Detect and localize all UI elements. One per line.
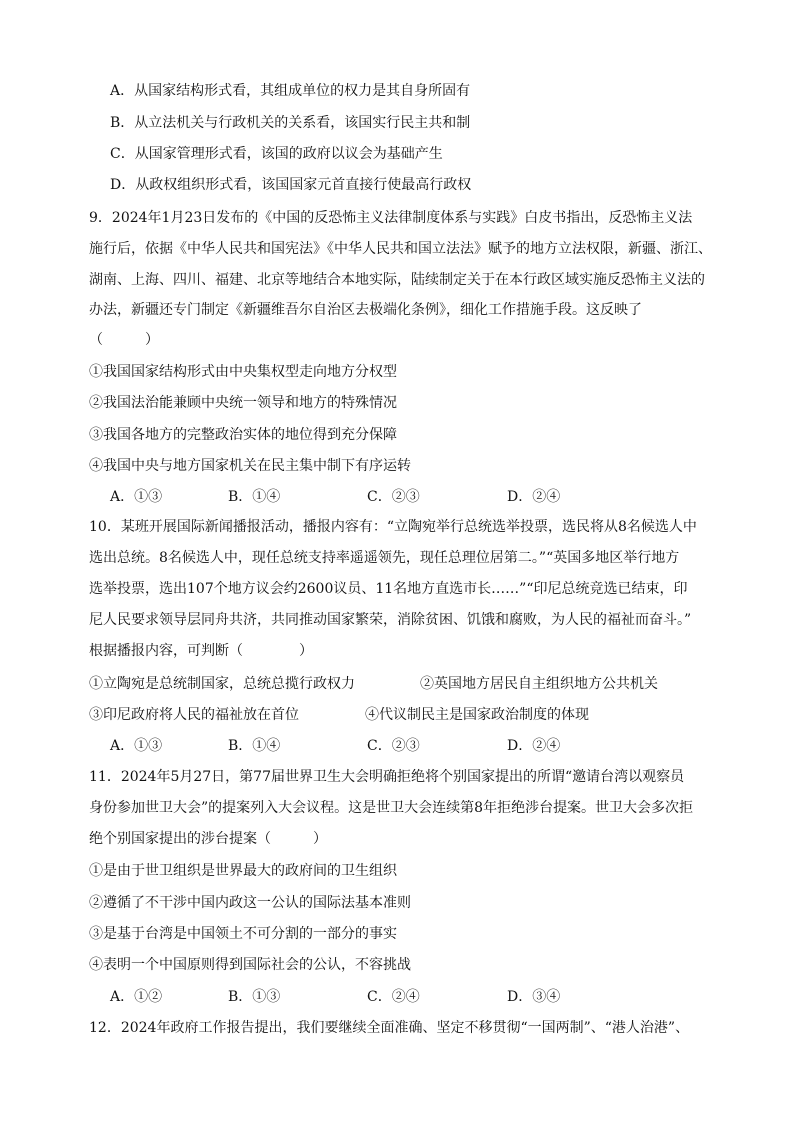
q9-item-3: ③我国各地方的完整政治实体的地位得到充分保障 bbox=[89, 427, 397, 443]
q8-option-d: D．从政权组织形式看，该国国家元首直接行使最高行政权 bbox=[110, 177, 472, 193]
q10-choice-a: A．①③ bbox=[110, 738, 163, 754]
q10-stem-line-3: 选举投票，选出107个地方议会约2600议员、11名地方直选市长……”“印尼总统竞选已结束，印 bbox=[89, 581, 688, 597]
q10-stem-line-5: 根据播报内容，可判断（ ） bbox=[89, 643, 313, 659]
q11-item-3: ③是基于台湾是中国领土不可分割的一部分的事实 bbox=[89, 926, 397, 942]
q11-stem-line-3: 绝个别国家提出的涉台提案（ ） bbox=[89, 831, 327, 847]
q10-item-2: ②英国地方居民自主组织地方公共机关 bbox=[420, 676, 658, 692]
q9-answer-bracket: （ ） bbox=[89, 332, 159, 348]
q10-stem-line-2: 选出总统。8名候选人中，现任总统支持率遥遥领先，现任总理位居第二。”“英国多地区举行地方 bbox=[89, 550, 680, 566]
q9-stem-line-3: 湖南、上海、四川、福建、北京等地结合本地实际，陆续制定关于在本行政区域实施反恐怖主义法的 bbox=[89, 272, 705, 288]
q8-option-a: A．从国家结构形式看，其组成单位的权力是其自身所固有 bbox=[110, 83, 471, 99]
q9-item-2: ②我国法治能兼顾中央统一领导和地方的特殊情况 bbox=[89, 395, 397, 411]
q11-stem-line-1: 11．2024年5月27日，第77届世界卫生大会明确拒绝将个别国家提出的所谓“邀请台湾以观察员 bbox=[89, 769, 685, 785]
q11-choice-c: C．②④ bbox=[367, 989, 420, 1005]
q11-item-4: ④表明一个中国原则得到国际社会的公认，不容挑战 bbox=[89, 957, 411, 973]
q10-choice-c: C．②③ bbox=[367, 738, 420, 754]
q12-stem-line-1: 12．2024年政府工作报告提出，我们要继续全面准确、坚定不移贯彻“一国两制”、“港人治港”、 bbox=[89, 1020, 690, 1036]
q9-stem-line-1: 9．2024年1月23日发布的《中国的反恐怖主义法律制度体系与实践》白皮书指出，反恐怖主义法 bbox=[89, 210, 693, 226]
q9-item-4: ④我国中央与地方国家机关在民主集中制下有序运转 bbox=[89, 458, 411, 474]
q10-choice-b: B．①④ bbox=[228, 738, 281, 754]
q11-choice-b: B．①③ bbox=[228, 989, 281, 1005]
q9-choice-c: C．②③ bbox=[367, 489, 420, 505]
q10-item-1: ①立陶宛是总统制国家，总统总揽行政权力 bbox=[89, 676, 355, 692]
q11-choice-d: D．③④ bbox=[507, 989, 561, 1005]
q10-item-3: ③印尼政府将人民的福祉放在首位 bbox=[89, 707, 299, 723]
q11-stem-line-2: 身份参加世卫大会”的提案列入大会议程。这是世卫大会连续第8年拒绝涉台提案。世卫大会多次拒 bbox=[89, 800, 694, 816]
q11-item-2: ②遵循了不干涉中国内政这一公认的国际法基本准则 bbox=[89, 895, 411, 911]
q9-stem-line-4: 办法，新疆还专门制定《新疆维吾尔自治区去极端化条例》，细化工作措施手段。这反映了 bbox=[89, 302, 642, 318]
q8-option-c: C．从国家管理形式看，该国的政府以议会为基础产生 bbox=[110, 146, 443, 162]
q11-choice-a: A．①② bbox=[110, 989, 163, 1005]
q9-item-1: ①我国国家结构形式由中央集权型走向地方分权型 bbox=[89, 364, 397, 380]
q11-item-1: ①是由于世卫组织是世界最大的政府间的卫生组织 bbox=[89, 863, 397, 879]
q9-choice-b: B．①④ bbox=[228, 489, 281, 505]
q10-stem-line-1: 10．某班开展国际新闻播报活动，播报内容有：“立陶宛举行总统选举投票，选民将从8名候选人中 bbox=[89, 519, 697, 535]
q9-stem-line-2: 施行后，依据《中华人民共和国宪法》《中华人民共和国立法法》赋予的地方立法权限，新疆、浙江、 bbox=[89, 241, 712, 257]
q10-stem-line-4: 尼人民要求领导层同舟共济，共同推动国家繁荣，消除贫困、饥饿和腐败，为人民的福祉而奋斗。” bbox=[89, 612, 692, 628]
q10-choice-d: D．②④ bbox=[507, 738, 561, 754]
q8-option-b: B．从立法机关与行政机关的关系看，该国实行民主共和制 bbox=[110, 115, 471, 131]
q9-choice-a: A．①③ bbox=[110, 489, 163, 505]
q10-item-4: ④代议制民主是国家政治制度的体现 bbox=[365, 707, 589, 723]
q9-choice-d: D．②④ bbox=[507, 489, 561, 505]
